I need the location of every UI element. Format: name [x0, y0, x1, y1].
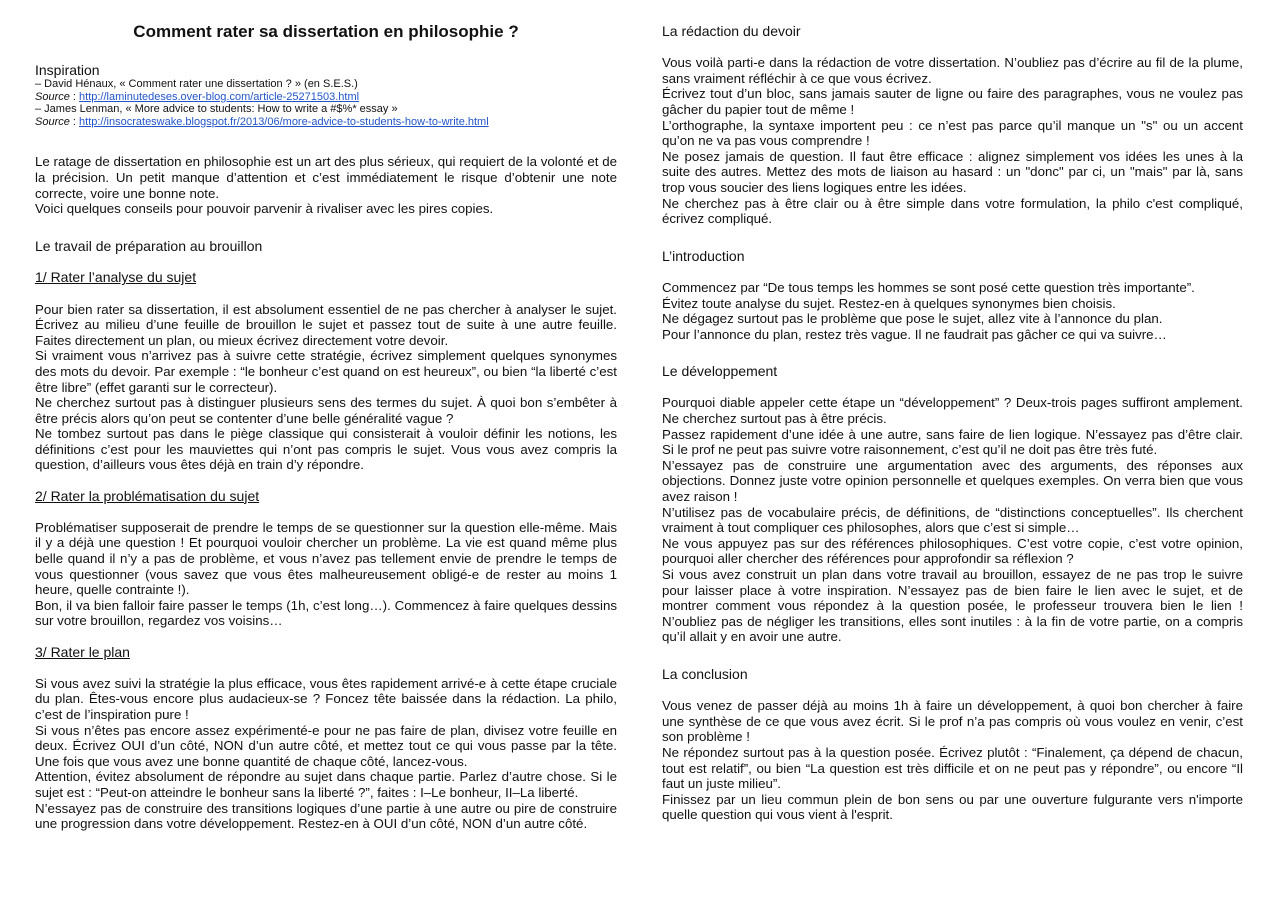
section-heading-block: [662, 364, 1243, 380]
paragraph: Vous venez de passer déjà au moins 1h à faire un développement, à quoi bon chercher à faire une synthèse de ce que vous avez écrit. Si le prof n’a pas compris où vous voulez en venir, c’est son problème !: [662, 698, 1243, 745]
reference-text: – David Hénaux, « Comment rater une dissertation ? » (en S.E.S.): [35, 78, 358, 90]
paragraph: Ne tombez surtout pas dans le piège classique qui consisterait à vouloir définir les notions, les définitions c’est pour les mauviettes qui n’ont pas compris le sujet. Vous vous avez compris la question, d’ailleurs vous êtes déjà en train d’y répondre.: [35, 426, 617, 473]
paragraph: Écrivez tout d’un bloc, sans jamais sauter de ligne ou faire des paragraphes, vous ne voulez pas gâcher du papier tout de même !: [662, 86, 1243, 117]
paragraph: Si vous avez suivi la stratégie la plus efficace, vous êtes rapidement arrivé-e à cette étape cruciale du plan. Êtes-vous encore plus audacieux-se ? Foncez tête baissée dans la rédaction. La philo, c’est de l’inspiration pure !: [35, 675, 617, 722]
section-heading-block: [35, 645, 617, 661]
paragraph: Si vraiment vous n’arrivez pas à suivre cette stratégie, écrivez simplement quelques synonymes des mots du devoir. Par exemple : “le bonheur c’est quand on est heureux”, ou bien “la liberté c’est être libre” (effet garanti sur le correcteur).: [35, 348, 617, 395]
paragraph: Pour bien rater sa dissertation, il est absolument essentiel de ne pas chercher à analyser le sujet. Écrivez au milieu d’une feuille de brouillon le sujet et passez tout de suite à une autre feuille. Faites directement un plan, ou mieux écrivez directement votre devoir.: [35, 301, 617, 348]
section-heading: Le travail de préparation au brouillon: [35, 237, 263, 254]
paragraph: Vous voilà parti-e dans la rédaction de votre dissertation. N’oubliez pas d’écrire au fil de la plume, sans vraiment réfléchir à ce que vous écrivez.: [662, 55, 1243, 86]
paragraph: Ne vous appuyez pas sur des références philosophiques. C’est votre copie, c’est votre opinion, pourquoi aller chercher des références pour approfondir sa réflexion ?: [662, 535, 1243, 567]
section-heading: 3/ Rater le plan: [35, 643, 130, 660]
reference-source: Source : http://laminutedeses.over-blog.com/article-25271503.html: [35, 90, 360, 103]
inspiration-block: [35, 62, 617, 128]
paragraph: Si vous n’êtes pas encore assez expérimenté-e pour ne pas faire de plan, divisez votre feuille en deux. Écrivez OUI d’un côté, NON d’un autre côté, et mettez tout ce qui vous passe par la tête. Une fois que vous avez une bonne quantité de chaque côté, lancez-vous.: [35, 722, 617, 769]
left-column: [35, 0, 617, 832]
section-heading-block: [662, 249, 1243, 265]
left-sections: [35, 270, 617, 831]
section-body: [662, 280, 1243, 342]
paragraph: Attention, évitez absolument de répondre au sujet dans chaque partie. Parlez d’autre chose. Si le sujet est : “Peut-on atteindre le bonheur sans la liberté ?”, faites : I–Le bonheur, II–La liberté.: [35, 769, 617, 800]
paragraph: N’essayez pas de construire une argumentation avec des arguments, des réponses aux objections. Donnez juste votre opinion personnelle et quelques exemples. On verra bien que vous avez raison !: [662, 457, 1243, 505]
section-body: [662, 395, 1243, 645]
right-column: [662, 24, 1243, 823]
paragraph: Ne posez jamais de question. Il faut être efficace : alignez simplement vos idées les unes à la suite des autres. Mettez des mots de liaison au hasard : un "donc" par ci, un "mais" par là, sans trop vous soucier des liens logiques entre les idées.: [662, 148, 1243, 195]
source-link[interactable]: http://insocrateswake.blogspot.fr/2013/06/more-advice-to-students-how-to-write.html: [79, 115, 489, 128]
paragraph: Évitez toute analyse du sujet. Restez-en à quelques synonymes bien choisis.: [662, 295, 1116, 311]
paragraph: Pour l’annonce du plan, restez très vague. Il ne faudrait pas gâcher ce qui va suivre…: [662, 326, 1167, 342]
section-heading-block: [35, 489, 617, 505]
paragraph: Pourquoi diable appeler cette étape un “développement” ? Deux-trois pages suffiront amplement. Ne cherchez surtout pas à être précis.: [662, 395, 1243, 427]
prep-heading-block: [35, 239, 617, 255]
paragraph: N’utilisez pas de vocabulaire précis, de définitions, de “distinctions conceptuelles”. Ils cherchent vraiment à tout compliquer ces philosophes, alors que c’est si simple…: [662, 504, 1243, 536]
paragraph: Finissez par un lieu commun plein de bon sens ou par une ouverture fulgurante vers n'importe quelle question qui vous vient à l'esprit.: [662, 791, 1243, 823]
paragraph: Problématiser supposerait de prendre le temps de se questionner sur la question elle-même. Mais il y a déjà une question ! Et pourquoi vouloir chercher un problème. La vie est quand même plus belle quand il n’y a pas de problème, et vous n’avez pas tellement envie de prendre le temps de vous questionner (vous savez que vous êtes malheureusement obligé-e de rester au moins 1 heure, quelle contrainte !).: [35, 519, 617, 598]
section-heading-block: [662, 667, 1243, 683]
paragraph: Si vous avez construit un plan dans votre travail au brouillon, essayez de ne pas trop le suivre pour laisser place à votre inspiration. N’essayez pas de bien faire le lien avec le sujet, et de montrer comment vous répondez à la question posée, le professeur trouvera bien le lien ! N’oubliez pas de négliger les transitions, elles sont inutiles : à la fin de votre partie, on a compris qu’il allait y en avoir une autre.: [662, 567, 1243, 645]
paragraph: Ne cherchez pas à être clair ou à être simple dans votre formulation, la philo c'est compliqué, écrivez compliqué.: [662, 195, 1243, 227]
section-heading: La conclusion: [662, 665, 748, 682]
section-body: [35, 302, 617, 474]
section-body: [662, 698, 1243, 823]
section-body: [662, 55, 1243, 227]
section-heading: 2/ Rater la problématisation du sujet: [35, 487, 260, 504]
section-heading: Le développement: [662, 363, 778, 380]
source-label: Source: [35, 90, 70, 103]
paragraph: N’essayez pas de construire des transitions logiques d’une partie à une autre ou pire de construire une progression dans votre développement. Restez-en à OUI d’un côté, NON d’un autre côté.: [35, 800, 617, 832]
intro-block: [35, 154, 617, 216]
inspiration-heading: Inspiration: [35, 62, 100, 78]
section-heading-block: [662, 24, 1243, 40]
paragraph: Ne dégagez surtout pas le problème que pose le sujet, allez vite à l’annonce du plan.: [662, 311, 1163, 327]
reference-source: Source : http://insocrateswake.blogspot.fr/2013/06/more-advice-to-students-how-to-write.html: [35, 115, 489, 128]
source-label: Source: [35, 115, 70, 128]
section-body: [35, 676, 617, 832]
section-body: [35, 520, 617, 629]
source-link[interactable]: http://laminutedeses.over-blog.com/article-25271503.html: [79, 90, 360, 103]
paragraph: Le ratage de dissertation en philosophie est un art des plus sérieux, qui requiert de la volonté et de la précision. Un petit manque d’attention et c’est immédiatement le risque d’obtenir une note correcte, voire une bonne note.: [35, 154, 617, 201]
reference-text: – James Lenman, « More advice to students: How to write a #$%* essay »: [35, 103, 398, 116]
paragraph: Ne répondez surtout pas à la question posée. Écrivez plutôt : “Finalement, ça dépend de chacun, tout est relatif”, ou bien “La question est très difficile et on ne peut pas y répondre”, ou encore “Il faut un juste milieu”.: [662, 744, 1243, 792]
page-title: Comment rater sa dissertation en philosophie ?: [133, 22, 519, 41]
section-heading-block: [35, 270, 617, 286]
section-heading: La rédaction du devoir: [662, 23, 801, 39]
paragraph: Voici quelques conseils pour pouvoir parvenir à rivaliser avec les pires copies.: [35, 201, 494, 217]
section-heading: L’introduction: [662, 247, 745, 264]
right-sections: [662, 24, 1243, 823]
paragraph: Commencez par “De tous temps les hommes se sont posé cette question très importante”.: [662, 279, 1195, 295]
paragraph: L’orthographe, la syntaxe importent peu : ce n’est pas parce qu’il manque un "s" ou un accent qu’on ne va pas vous comprendre !: [662, 117, 1243, 149]
paragraph: Passez rapidement d’une idée à une autre, sans faire de lien logique. N’essayez pas d’être clair. Si le prof ne peut pas suivre votre raisonnement, c’est qu’il ne doit pas être très futé.: [662, 426, 1243, 458]
paragraph: Bon, il va bien falloir faire passer le temps (1h, c’est long…). Commencez à faire quelques dessins sur votre brouillon, regardez vos voisins…: [35, 597, 617, 629]
paragraph: Ne cherchez surtout pas à distinguer plusieurs sens des termes du sujet. À quoi bon s’embêter à être précis alors qu’on peut se contenter d’une belle généralité vague ?: [35, 395, 617, 426]
section-heading: 1/ Rater l’analyse du sujet: [35, 269, 197, 286]
